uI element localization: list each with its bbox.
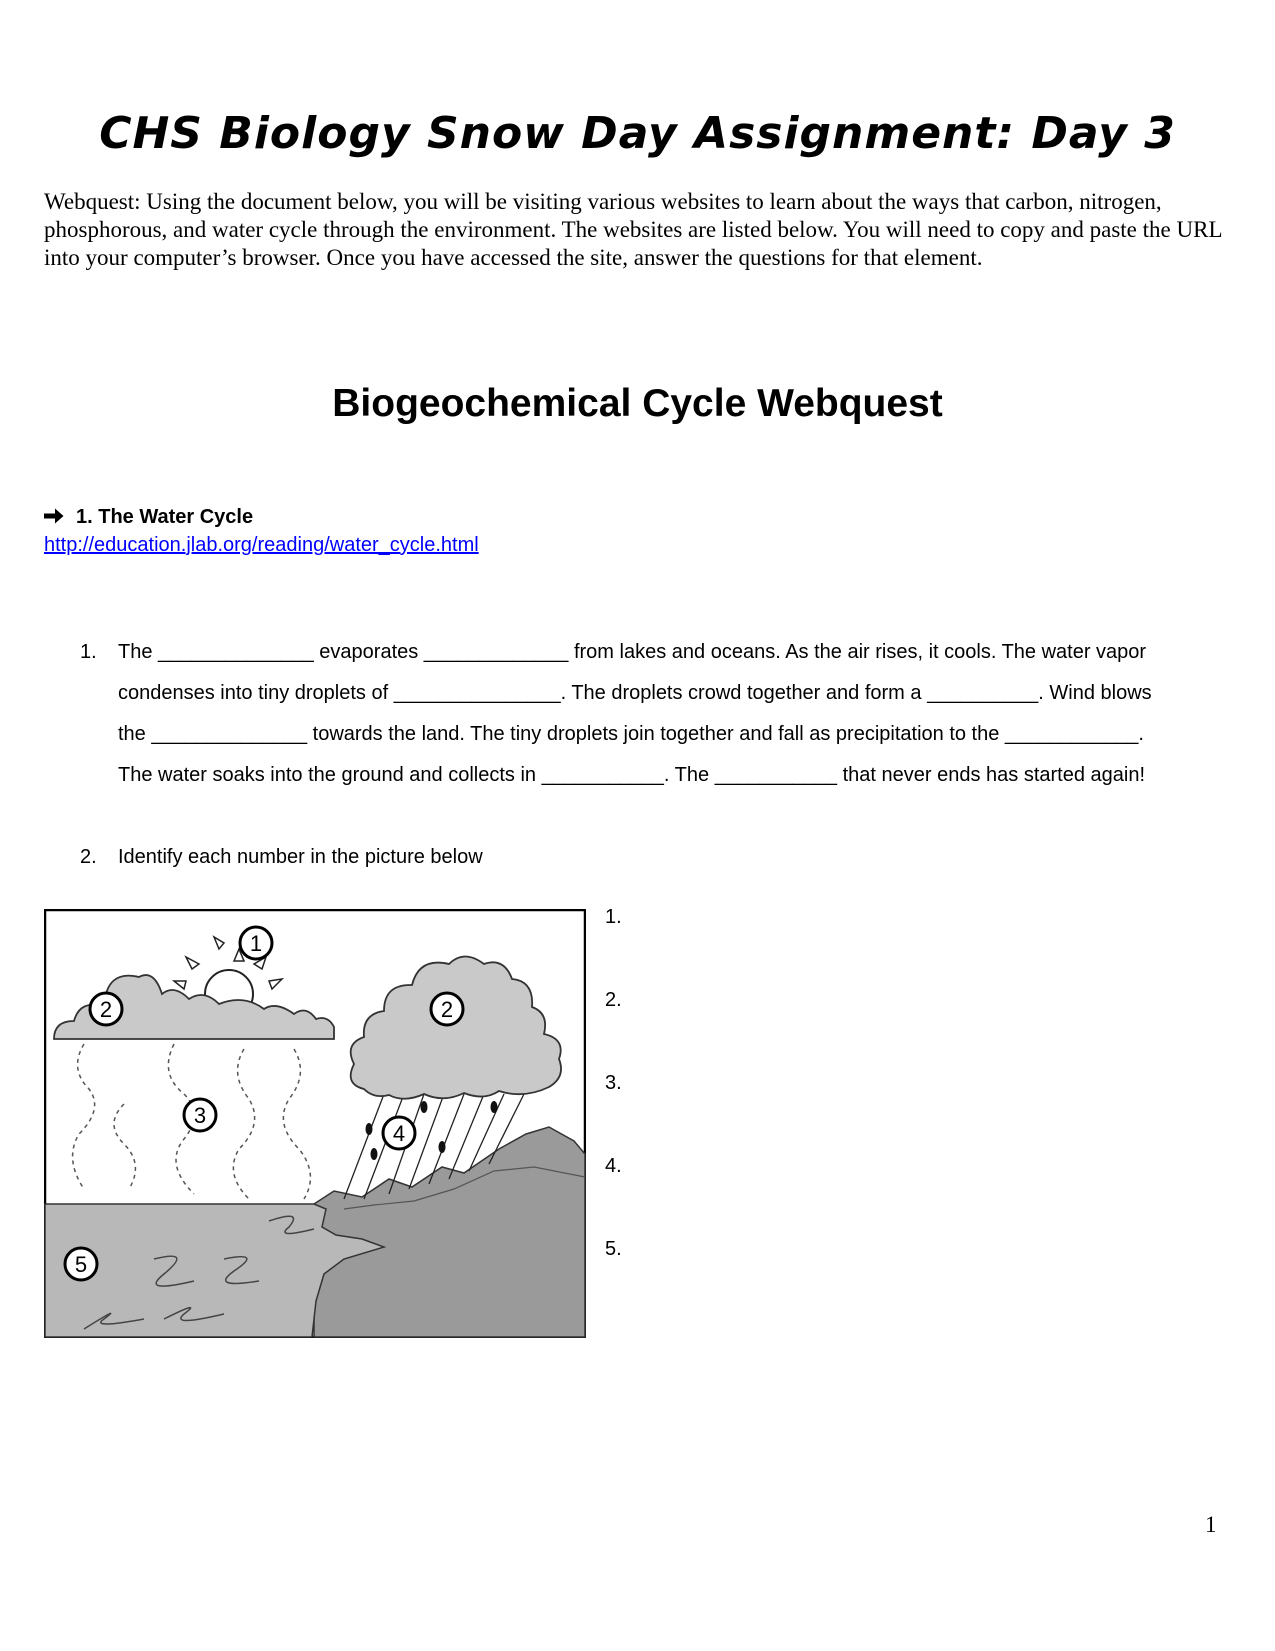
- diagram-label: 2: [440, 997, 454, 1022]
- answer-number: 4.: [605, 1155, 622, 1177]
- answer-number: 5.: [605, 1238, 622, 1260]
- diagram-marker-2: [431, 993, 463, 1025]
- answer-number: 2.: [605, 989, 622, 1011]
- question-2-text: Identify each number in the picture below: [118, 846, 483, 868]
- water-cycle-diagram: [44, 909, 586, 1338]
- diagram-marker-3: [184, 1099, 216, 1131]
- diagram-marker-1: [240, 927, 272, 959]
- water-cycle-link[interactable]: http://education.jlab.org/reading/water_cycle.html: [44, 534, 479, 556]
- question-1-line: The water soaks into the ground and collects in ___________. The ___________ that never ends has started again!: [118, 764, 1146, 786]
- question-1-line: condenses into tiny droplets of _______________. The droplets crowd together and form a __________. Wind blows: [118, 682, 1152, 704]
- water-cycle-heading-text: 1. The Water Cycle: [76, 506, 254, 528]
- diagram-label: 5: [74, 1252, 88, 1277]
- intro-paragraph: Webquest: Using the document below, you will be visiting various websites to learn about the ways that carbon, nitrogen, phosphorous, and water cycle through the environment. The websites are listed below. You will need to copy and paste the URL into your computer’s browser. Once you have accessed the site, answer the questions for that element.: [44, 189, 1222, 270]
- answer-number: 1.: [605, 906, 622, 928]
- section-title: Biogeochemical Cycle Webquest: [332, 382, 943, 425]
- answer-number: 3.: [605, 1072, 622, 1094]
- water-cycle-heading: [44, 506, 253, 529]
- page-number: 1: [1205, 1512, 1217, 1537]
- page-title: CHS Biology Snow Day Assignment: Day 3: [99, 108, 1176, 159]
- diagram-label: 1: [249, 931, 263, 956]
- arrow-right-icon: [44, 506, 64, 529]
- question-2-number: 2.: [80, 846, 97, 868]
- question-1-line: the ______________ towards the land. The tiny droplets join together and fall as precipitation to the ____________.: [118, 723, 1144, 745]
- question-1-number: 1.: [80, 641, 97, 663]
- diagram-label: 4: [392, 1121, 406, 1146]
- diagram-marker-4: [383, 1117, 415, 1149]
- question-1-line: The ______________ evaporates _____________ from lakes and oceans. As the air rises, it cools. The water vapor: [118, 641, 1147, 663]
- diagram-marker-2: [90, 993, 122, 1025]
- diagram-marker-5: [65, 1248, 97, 1280]
- diagram-label: 2: [99, 997, 113, 1022]
- diagram-label: 3: [193, 1103, 207, 1128]
